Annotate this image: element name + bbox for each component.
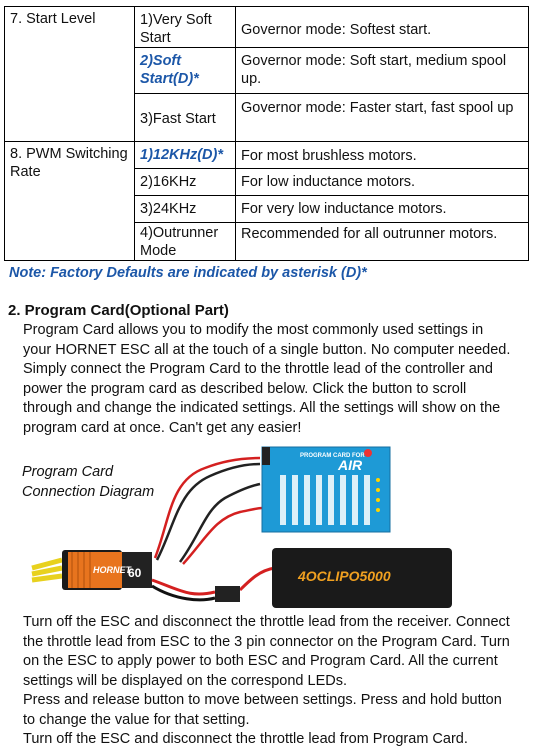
option-label: [135, 7, 235, 47]
text-line: Turn off the ESC and disconnect the throttle lead from Program Card.: [23, 731, 468, 747]
option-cell: [135, 48, 236, 94]
motor-wires: [32, 560, 62, 580]
text-line: your HORNET ESC all at the touch of a single button. No computer needed.: [23, 341, 511, 358]
option-desc: Governor mode: Faster start, fast spool up: [241, 100, 514, 116]
power-leads: [152, 568, 275, 600]
option-desc: Recommended for all outrunner motors.: [241, 226, 498, 242]
setting-name: 8. PWM Switching Rate: [10, 146, 128, 180]
option-desc: For low inductance motors.: [241, 174, 416, 190]
card-title: PROGRAM CARD FOR: [300, 453, 365, 459]
card-button: [364, 449, 372, 457]
text-line: Turn off the ESC and disconnect the throttle lead from the receiver. Connect: [23, 614, 510, 630]
program-card: [262, 447, 390, 532]
option-label: 3)24KHz: [140, 201, 197, 217]
setting-name-cell: [5, 142, 135, 261]
section-heading: 2. Program Card(Optional Part): [8, 302, 229, 319]
option-cell: [135, 223, 236, 261]
setting-name: 7. Start Level: [10, 11, 96, 27]
text-line: program card at once. Can't get any easier!: [23, 419, 302, 436]
esc-brand: HORNET: [93, 565, 131, 575]
text-line: Press and release button to move between settings. Press and hold button: [23, 692, 502, 708]
option-label-default: 2)Soft Start(D)*: [140, 53, 199, 87]
signal-wire: [155, 458, 262, 564]
text-line: settings will be displayed on the correspond LEDs.: [23, 672, 348, 689]
option-label-default: 1)12KHz(D)*: [140, 147, 223, 163]
connection-diagram: [0, 440, 535, 610]
battery-label: 4OCLIPO5000: [298, 568, 391, 584]
text-line: Simply connect the Program Card to the throttle lead of the controller and: [23, 361, 493, 377]
desc-cell: [236, 169, 529, 196]
desc-cell: [236, 7, 529, 48]
intro-paragraph: [23, 321, 533, 438]
desc-cell: [236, 196, 529, 223]
desc-cell: [236, 94, 529, 142]
option-label: 4)Outrunner Mode: [140, 225, 219, 259]
option-cell: [135, 94, 236, 142]
desc-cell: [236, 223, 529, 261]
diagram-label-line: Program Card: [22, 464, 114, 480]
desc-cell: [236, 142, 529, 169]
desc-cell: [236, 48, 529, 94]
text-line: on the ESC to apply power to both ESC and Program Card. All the current: [23, 653, 498, 669]
option-label: 2)16KHz: [140, 174, 197, 190]
setting-name-cell: [5, 7, 135, 142]
text-line: power the program card as described below. Click the button to scroll: [23, 380, 467, 397]
card-connector: [262, 447, 270, 465]
option-text: 1)Very Soft Start: [140, 12, 212, 46]
text-line: the throttle lead from ESC to the 3 pin connector on the Program Card. Turn: [23, 633, 510, 650]
diagram-label-line: Connection Diagram: [22, 483, 155, 500]
battery-connector: [215, 586, 240, 602]
esc-model: 60: [128, 566, 142, 580]
instructions-paragraph: [23, 613, 533, 750]
option-cell: [135, 7, 236, 48]
option-cell: [135, 169, 236, 196]
option-desc: Governor mode: Soft start, medium spool up.: [241, 53, 507, 87]
option-cell: [135, 196, 236, 223]
esc-unit: [62, 550, 152, 590]
text-line: Program Card allows you to modify the most commonly used settings in: [23, 322, 484, 338]
option-cell: [135, 142, 236, 169]
settings-table: [4, 6, 529, 261]
text-line: through and change the indicated settings. All the settings will show on the: [23, 400, 501, 416]
card-brand: AIR: [338, 457, 363, 473]
option-desc: For most brushless motors.: [241, 148, 417, 164]
option-label: 3)Fast Start: [140, 111, 216, 127]
battery-pack: [272, 548, 452, 608]
option-desc: Governor mode: Softest start.: [241, 22, 432, 38]
defaults-note: Note: Factory Defaults are indicated by asterisk (D)*: [9, 265, 367, 281]
option-desc: For very low inductance motors.: [241, 201, 447, 217]
text-line: to change the value for that setting.: [23, 711, 250, 728]
